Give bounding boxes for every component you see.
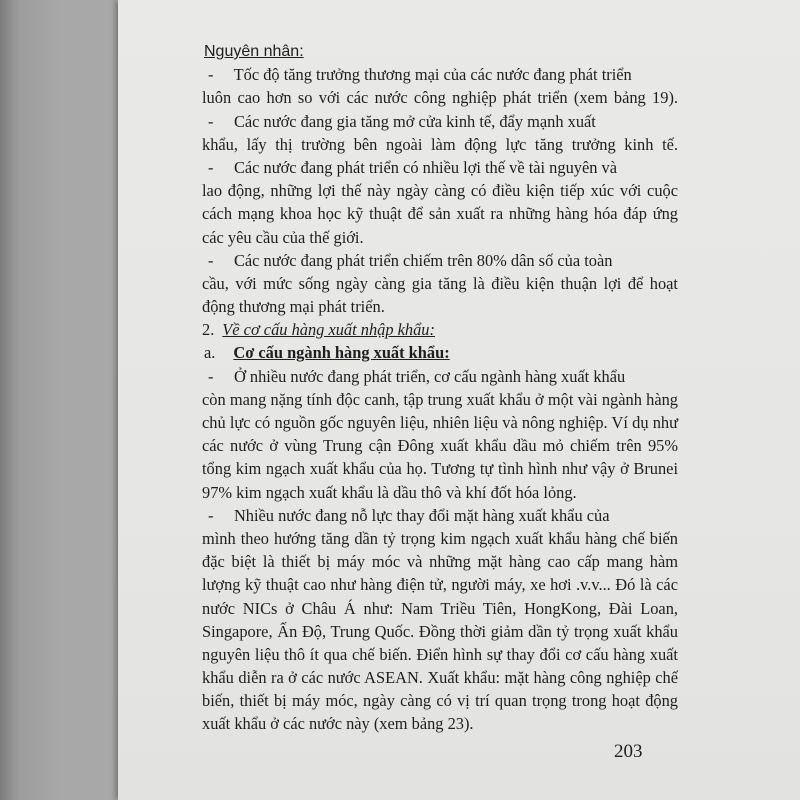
section-2-heading <box>202 318 678 341</box>
text-line: Singapore, Ấn Độ, Trung Quốc. Đồng thời giảm dần tỷ trọng xuất khẩu <box>202 621 678 641</box>
text-line: cách mạng khoa học kỹ thuật để sản xuất ra những hàng hóa đáp ứng <box>202 204 678 224</box>
text-line: khẩu, lấy thị trường bên ngoài làm động lực tăng trưởng kinh tế. <box>202 134 678 154</box>
text-line: mình theo hướng tăng dần tỷ trọng kim ngạch xuất khẩu hàng chế biến <box>202 528 678 548</box>
text-line: - Tốc độ tăng trưởng thương mại của các nước đang phát triển <box>208 65 632 85</box>
text-line: - Ở nhiều nước đang phát triển, cơ cấu ngành hàng xuất khẩu <box>208 366 626 386</box>
page-number: 203 <box>614 741 643 762</box>
text-line: còn mang nặng tính độc canh, tập trung xuất khẩu ở một vài ngành hàng <box>202 389 678 409</box>
subsection-a-number: a. <box>204 343 216 363</box>
text-line: 97% kim ngạch xuất khẩu là dầu thô và khí đốt hóa lỏng. <box>202 482 577 502</box>
subsection-a-heading <box>202 341 678 364</box>
text-line: - Các nước đang gia tăng mở cửa kinh tế, đẩy mạnh xuất <box>208 111 596 131</box>
text-line: đặc biệt là thiết bị máy móc và những mặt hàng cao cấp mang hàm <box>202 552 678 572</box>
text-line: nguyên liệu thô ít qua chế biến. Điển hình sự thay đổi cơ cấu hàng xuất <box>202 644 678 664</box>
text-line: lượng kỹ thuật cao như hàng điện tử, người máy, xe hơi .v.v... Đó là các <box>202 575 678 595</box>
text-line: - Các nước đang phát triển có nhiều lợi thế về tài nguyên và <box>208 157 617 177</box>
text-line: tổng kim ngạch xuất khẩu của họ. Tương tự tình hình như vậy ở Brunei <box>202 459 678 479</box>
text-line: luôn cao hơn so với các nước công nghiệp phát triển (xem bảng 19). <box>202 88 678 108</box>
text-line: - Các nước đang phát triển chiếm trên 80% dân số của toàn <box>208 250 613 270</box>
text-line: các nước ở vùng Trung cận Đông xuất khẩu dầu mỏ chiếm trên 95% <box>202 436 678 456</box>
text-line: chủ lực có nguồn gốc nguyên liệu, nhiên liệu và nông nghiệp. Ví dụ như <box>202 413 678 432</box>
section-2-number: 2. <box>202 320 215 340</box>
text-line: xuất khẩu ở các nước này (xem bảng 23). <box>202 714 474 734</box>
text-line: biến, thiết bị máy móc, ngày càng có vị trí quan trọng trong hoạt động <box>202 691 678 711</box>
section-2-title: Về cơ cấu hàng xuất nhập khẩu: <box>222 320 435 340</box>
text-line: - Nhiều nước đang nỗ lực thay đổi mặt hàng xuất khẩu của <box>208 505 610 525</box>
text-line: các yêu cầu của thế giới. <box>202 227 364 247</box>
heading-nguyen-nhan: Nguyên nhân: <box>204 43 304 60</box>
subsection-a-title: Cơ cấu ngành hàng xuất khẩu: <box>233 343 450 363</box>
page-body <box>202 40 678 736</box>
text-line: động thương mại phát triển. <box>202 297 385 317</box>
text-line: cầu, với mức sống ngày càng gia tăng là điều kiện thuận lợi để hoạt <box>202 273 678 293</box>
text-line: nước NICs ở Châu Á như: Nam Triều Tiên, HongKong, Đài Loan, <box>202 598 678 618</box>
text-line: khẩu diễn ra ở các nước ASEAN. Xuất khẩu: mặt hàng công nghiệp chế <box>202 668 678 688</box>
text-line: lao động, những lợi thế này ngày càng có điều kiện tiếp xúc với cuộc <box>202 181 678 201</box>
document-page <box>118 0 800 800</box>
